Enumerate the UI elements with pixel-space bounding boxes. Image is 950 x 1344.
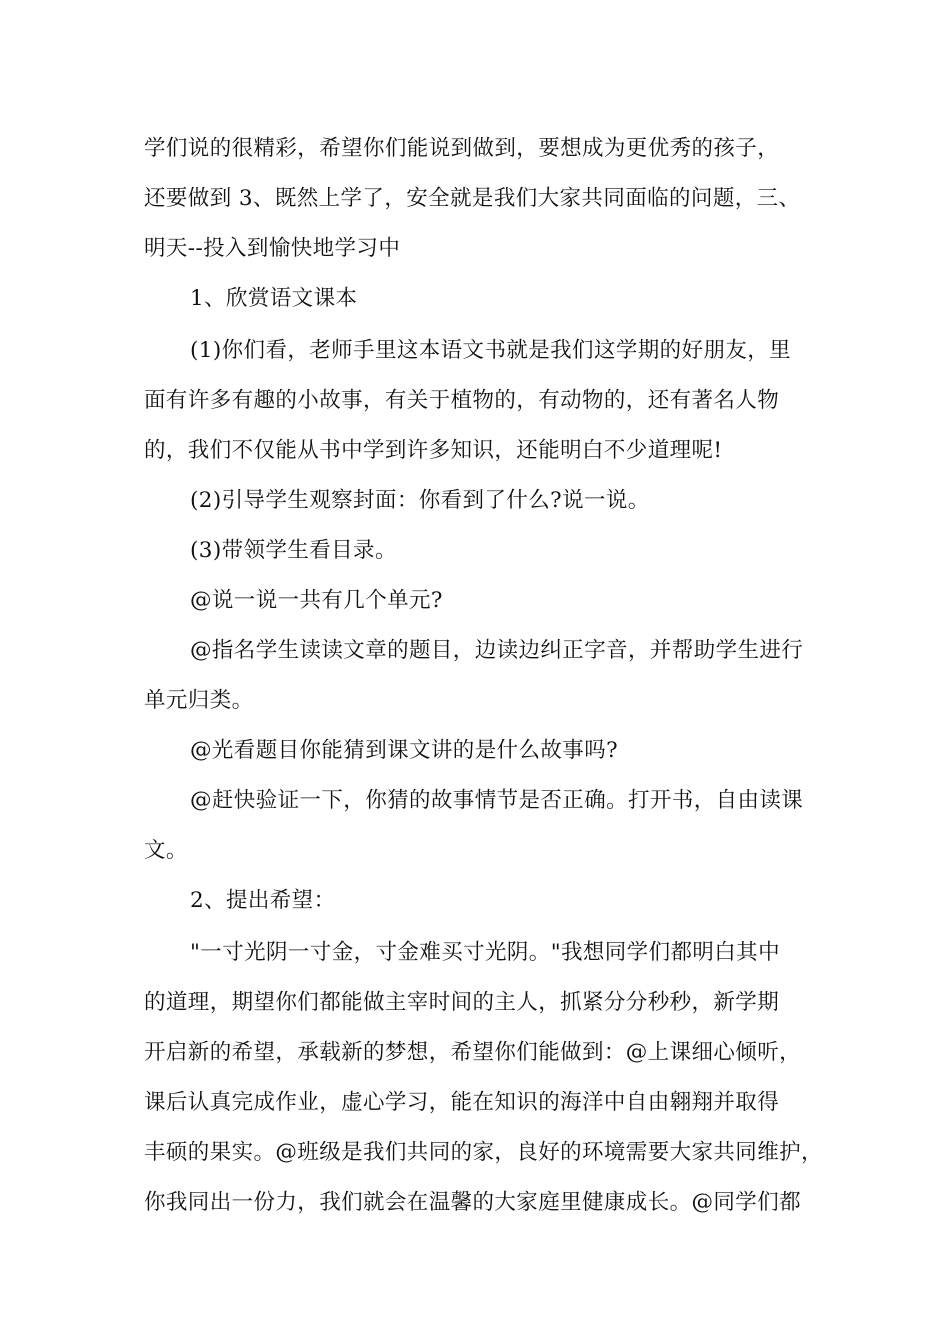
text-line: 你我同出一份力，我们就会在温馨的大家庭里健康成长。@同学们都 <box>144 1190 802 1215</box>
text-line: 面有许多有趣的小故事，有关于植物的，有动物的，还有著名人物 <box>144 388 780 413</box>
text-line: @赶快验证一下，你猜的故事情节是否正确。打开书，自由读课 <box>190 788 804 813</box>
section-heading: 1、欣赏语文课本 <box>190 286 358 311</box>
text-line: 学们说的很精彩，希望你们能说到做到，要想成为更优秀的孩子， <box>144 136 780 161</box>
text-line: 还要做到 3、既然上学了，安全就是我们大家共同面临的问题，三、 <box>144 186 801 211</box>
section-heading: 2、提出希望： <box>190 888 336 913</box>
text-line: (2)引导学生观察封面：你看到了什么?说一说。 <box>190 488 650 513</box>
text-line: 课后认真完成作业，虚心学习，能在知识的海洋中自由翱翔并取得 <box>144 1090 780 1115</box>
text-line: 单元归类。 <box>144 688 254 713</box>
text-line: @指名学生读读文章的题目，边读边纠正字音，并帮助学生进行 <box>190 638 804 663</box>
text-line: "一寸光阴一寸金，寸金难买寸光阴。"我想同学们都明白其中 <box>190 940 780 965</box>
text-line: 的，我们不仅能从书中学到许多知识，还能明白不少道理呢! <box>144 438 723 463</box>
text-line: 丰硕的果实。@班级是我们共同的家，良好的环境需要大家共同维护， <box>144 1140 823 1165</box>
text-line: (1)你们看，老师手里这本语文书就是我们这学期的好朋友，里 <box>190 338 792 363</box>
text-line: 的道理，期望你们都能做主宰时间的主人，抓紧分分秒秒，新学期 <box>144 990 780 1015</box>
text-line: @说一说一共有几个单元? <box>190 588 443 613</box>
text-line: 文。 <box>144 838 188 863</box>
text-line: @光看题目你能猜到课文讲的是什么故事吗? <box>190 738 619 763</box>
text-line: 开启新的希望，承载新的梦想，希望你们能做到：@上课细心倾听， <box>144 1040 802 1065</box>
text-line: (3)带领学生看目录。 <box>190 538 397 563</box>
text-line: 明天--投入到愉快地学习中 <box>144 236 401 261</box>
